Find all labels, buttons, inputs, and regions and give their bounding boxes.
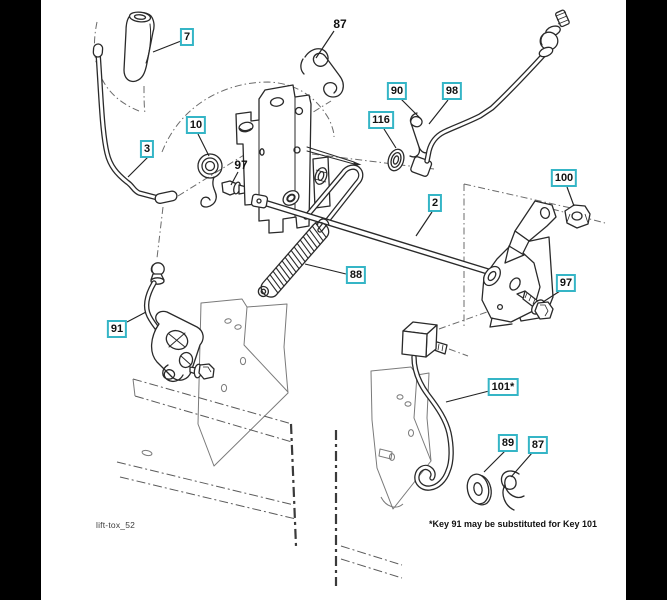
callout-98: 98 [442, 82, 462, 100]
callout-2: 2 [428, 194, 442, 212]
callout-3: 3 [140, 140, 154, 158]
callout-7: 7 [180, 28, 194, 46]
callout-97-left: 97 [234, 158, 248, 172]
callout-91: 91 [107, 320, 127, 338]
callout-87-top: 87 [333, 17, 347, 31]
callout-88: 88 [346, 266, 366, 284]
substitution-note: *Key 91 may be substituted for Key 101 [429, 519, 598, 529]
callout-89: 89 [498, 434, 518, 452]
callout-100: 100 [551, 169, 577, 187]
callout-97-right: 97 [556, 274, 576, 292]
callout-87-bottom: 87 [528, 436, 548, 454]
callout-10: 10 [186, 116, 206, 134]
callout-101: 101* [488, 378, 519, 396]
drawing-caption: lift-tox_52 [96, 520, 136, 530]
callout-116: 116 [368, 111, 394, 129]
callout-90: 90 [387, 82, 407, 100]
